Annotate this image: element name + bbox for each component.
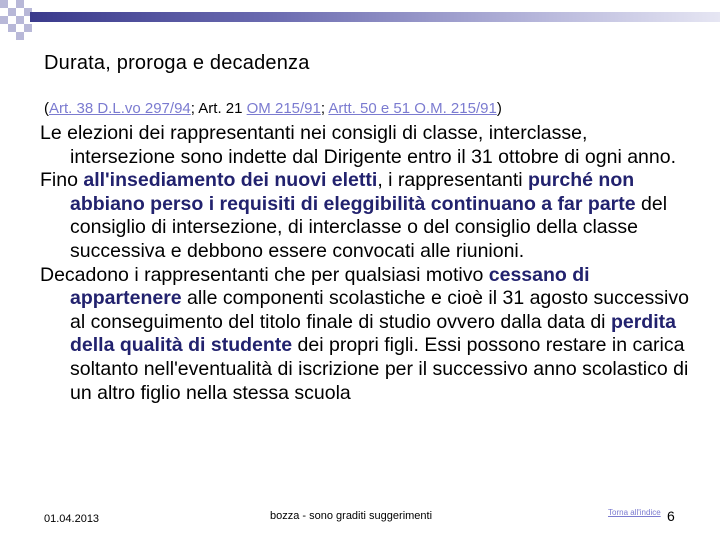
refs-sep-2: ; (320, 100, 329, 117)
p2-text-e: del consiglio di intersezione, di interclasse o del consiglio della classe successiva e debbono essere convocati alle riunioni. (70, 192, 668, 262)
p3-text-c: alle componenti scolastiche e cioè il 31 agosto successivo al conseguimento del titolo finale di studio ovvero dalla data di (70, 287, 689, 333)
p2-emphasis-requisiti: purché non abbiano perso i requisiti di eleggibilità continuano a far parte (70, 169, 636, 215)
paragraph-duration (40, 169, 690, 263)
paragraph-decadenza (40, 264, 690, 406)
page-number: 6 (667, 508, 675, 524)
footer-date: 01.04.2013 (44, 513, 100, 525)
slide-title: Durata, proroga e decadenza (44, 52, 310, 74)
slide-body (40, 122, 690, 405)
paragraph-elections: Le elezioni dei rappresentanti nei consigli di classe, interclasse, intersezione sono indette dal Dirigente entro il 31 ottobre di ogni anno. (40, 122, 676, 168)
legal-references (44, 100, 502, 117)
p3-text-e: dei propri figli. Essi possono restare in carica soltanto nell'eventualità di iscrizione per il successivo anno scolastico di un altro figlio nella stessa scuola (70, 334, 689, 404)
refs-open: ( (44, 100, 49, 117)
refs-close: ) (496, 100, 502, 117)
ref-link-artt-50-51[interactable]: Artt. 50 e 51 O.M. 215/91 (328, 100, 497, 117)
p3-text-a: Decadono i rappresentanti che per qualsiasi motivo (40, 263, 489, 286)
p2-emphasis-insediamento: all'insediamento dei nuovi eletti (83, 169, 378, 192)
p3-emphasis-cessano: cessano di appartenere (70, 263, 590, 310)
p2-text-c: , i rappresentanti (377, 169, 528, 192)
p2-text-a: Fino (40, 169, 84, 192)
p3-emphasis-perdita: perdita della qualità di studente (70, 310, 676, 357)
footer-note: bozza - sono graditi suggerimenti (270, 510, 433, 522)
ref-link-dlvo-297-94[interactable]: Art. 38 D.L.vo 297/94 (49, 100, 191, 117)
header-gradient-bar (30, 12, 720, 22)
ref-link-om-215-91[interactable]: OM 215/91 (246, 100, 321, 117)
refs-sep-1: ; Art. 21 (190, 100, 247, 117)
back-to-index-link[interactable]: Torna all'indice (608, 508, 661, 517)
